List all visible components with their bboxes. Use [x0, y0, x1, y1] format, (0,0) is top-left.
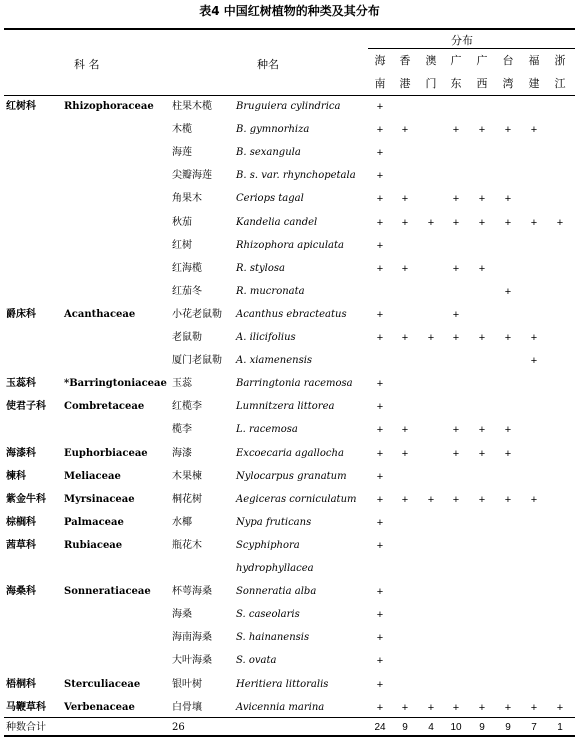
region-total: 9: [505, 722, 511, 733]
presence-mark: +: [556, 701, 564, 714]
presence-mark: +: [401, 424, 409, 437]
presence-mark: +: [376, 193, 384, 206]
species-name-cn: 玉蕊: [172, 378, 192, 390]
presence-mark: +: [376, 424, 384, 437]
region-header-char: 广: [450, 54, 462, 67]
presence-mark: +: [478, 493, 486, 506]
region-header-char: 东: [450, 77, 462, 90]
family-name-cn: 使君子科: [6, 401, 46, 413]
family-name-cn: 海桑科: [6, 586, 36, 598]
presence-mark: +: [376, 170, 384, 183]
species-name-latin: S. hainanensis: [236, 632, 310, 644]
species-name-cn: 尖瓣海莲: [172, 170, 212, 182]
family-name-latin: Rhizophoraceae: [64, 101, 154, 112]
presence-mark: +: [376, 470, 384, 483]
region-header-char: 香: [399, 54, 411, 67]
family-name-latin: Euphorbiaceae: [64, 447, 148, 459]
region-header-char: 江: [554, 77, 566, 90]
region-header-char: 澳: [425, 54, 437, 67]
totals-label: 种数合计: [6, 722, 46, 733]
presence-mark: +: [452, 493, 460, 506]
species-name-cn: 红茄冬: [172, 285, 202, 297]
presence-mark: +: [556, 216, 564, 229]
species-name-cn: 秋茄: [172, 216, 192, 228]
region-header-char: 门: [425, 77, 437, 90]
species-name-latin: B. s. var. rhynchopetala: [236, 170, 356, 182]
presence-mark: +: [376, 308, 384, 321]
distribution-rule: [368, 48, 575, 49]
presence-mark: +: [376, 655, 384, 668]
presence-mark: +: [401, 493, 409, 506]
species-name-latin: Ceriops tagal: [236, 193, 304, 205]
presence-mark: +: [478, 193, 486, 206]
presence-mark: +: [376, 586, 384, 599]
presence-mark: +: [478, 262, 486, 275]
presence-mark: +: [452, 262, 460, 275]
region-total: 9: [479, 722, 485, 733]
family-name-cn: 爵床科: [6, 308, 36, 320]
species-name-cn: 海漆: [172, 447, 192, 459]
family-name-cn: 玉蕊科: [6, 378, 36, 390]
species-name-latin: Kandelia candel: [236, 216, 318, 228]
presence-mark: +: [504, 424, 512, 437]
distribution-header: 分布: [451, 34, 473, 47]
table-title: 表4 中国红树植物的种类及其分布: [199, 4, 380, 18]
species-name-latin: Scyphiphora: [236, 539, 300, 551]
region-header-char: 西: [476, 77, 488, 90]
family-name-latin: Combretaceae: [64, 401, 145, 413]
presence-mark: +: [401, 193, 409, 206]
species-name-cn: 白骨壤: [172, 701, 202, 713]
presence-mark: +: [376, 447, 384, 460]
presence-mark: +: [376, 701, 384, 714]
species-name-latin: Excoecaria agallocha: [236, 447, 344, 459]
species-name-cn: 小花老鼠勒: [172, 308, 222, 320]
presence-mark: +: [504, 193, 512, 206]
species-name-cn: 木榄: [172, 124, 192, 136]
region-header-char: 福: [528, 54, 540, 67]
presence-mark: +: [504, 447, 512, 460]
species-name-latin: L. racemosa: [236, 424, 298, 436]
region-total: 7: [531, 722, 537, 733]
region-header-char: 建: [528, 77, 540, 90]
presence-mark: +: [452, 701, 460, 714]
presence-mark: +: [530, 332, 538, 344]
presence-mark: +: [376, 216, 384, 229]
presence-mark: +: [478, 424, 486, 437]
presence-mark: +: [478, 124, 486, 137]
species-name-cn: 海莲: [172, 147, 192, 159]
presence-mark: +: [452, 424, 460, 437]
species-name-latin: B. sexangula: [236, 147, 301, 159]
species-name-latin: S. caseolaris: [236, 609, 300, 621]
family-name-cn: 紫金牛科: [6, 493, 46, 505]
species-name-cn: 红海榄: [172, 262, 202, 274]
species-name-latin: Sonneratia alba: [236, 586, 317, 598]
presence-mark: +: [504, 332, 512, 344]
species-name-latin: R. mucronata: [236, 285, 305, 297]
presence-mark: +: [427, 332, 435, 344]
species-name-cn: 红榄李: [172, 401, 202, 413]
presence-mark: +: [376, 516, 384, 529]
presence-mark: +: [401, 701, 409, 714]
presence-mark: +: [376, 493, 384, 506]
region-total: 4: [428, 722, 434, 733]
family-name-latin: Palmaceae: [64, 516, 124, 528]
presence-mark: +: [427, 701, 435, 714]
species-name-latin: B. gymnorhiza: [236, 124, 310, 136]
family-name-cn: 梧桐科: [6, 678, 36, 690]
presence-mark: +: [452, 332, 460, 344]
family-name-cn: 棕榈科: [6, 516, 36, 528]
family-name-latin: Sonneratiaceae: [64, 586, 151, 598]
totals-rule: [4, 717, 575, 718]
family-name-cn: 海漆科: [6, 447, 36, 459]
region-header-char: 湾: [502, 77, 514, 90]
presence-mark: +: [478, 447, 486, 460]
presence-mark: +: [530, 355, 538, 368]
species-name-latin: Aegiceras corniculatum: [236, 493, 357, 505]
species-name-cn: 柱果木榄: [172, 101, 212, 112]
species-name-cn: 角果木: [172, 193, 202, 205]
presence-mark: +: [504, 285, 512, 298]
presence-mark: +: [504, 493, 512, 506]
family-name-cn: 马鞭草科: [6, 701, 46, 713]
region-header-char: 港: [399, 77, 411, 90]
family-name-cn: 楝科: [6, 470, 26, 482]
species-name-latin: Nypa fruticans: [236, 516, 312, 528]
presence-mark: +: [376, 678, 384, 691]
region-header-char: 海: [374, 54, 386, 67]
species-name-cn: 老鼠勒: [172, 332, 202, 343]
presence-mark: +: [427, 216, 435, 229]
region-total: 10: [450, 722, 462, 733]
presence-mark: +: [452, 193, 460, 206]
presence-mark: +: [478, 216, 486, 229]
presence-mark: +: [478, 332, 486, 344]
species-name-latin: Rhizophora apiculata: [236, 239, 344, 251]
presence-mark: +: [376, 539, 384, 552]
species-name-cn: 海南海桑: [172, 632, 212, 644]
header-rule: [4, 95, 575, 96]
presence-mark: +: [427, 493, 435, 506]
species-name-cn: 大叶海桑: [172, 655, 212, 667]
family-name-latin: Myrsinaceae: [64, 493, 135, 505]
species-name-latin: Avicennia marina: [236, 701, 325, 713]
presence-mark: +: [376, 262, 384, 275]
species-name-latin: Barringtonia racemosa: [236, 378, 353, 390]
species-name-latin: hydrophyllacea: [236, 563, 314, 574]
presence-mark: +: [452, 216, 460, 229]
species-name-cn: 桐花树: [172, 493, 202, 505]
family-name-latin: *Barringtoniaceae: [64, 378, 167, 390]
species-column-header: 种名: [257, 58, 279, 71]
presence-mark: +: [401, 332, 409, 344]
presence-mark: +: [376, 378, 384, 391]
presence-mark: +: [530, 216, 538, 229]
species-name-latin: A. ilicifolius: [236, 332, 296, 343]
presence-mark: +: [401, 216, 409, 229]
species-name-latin: A. xiamenensis: [236, 355, 313, 367]
presence-mark: +: [376, 147, 384, 160]
family-name-cn: 茜草科: [6, 539, 36, 551]
region-header-char: 南: [374, 77, 386, 90]
species-name-cn: 瓶花木: [172, 539, 202, 551]
species-name-cn: 红树: [172, 239, 192, 251]
family-name-latin: Rubiaceae: [64, 539, 123, 551]
family-name-latin: Meliaceae: [64, 470, 121, 482]
species-total: 26: [172, 722, 185, 733]
family-name-cn: 红树科: [6, 101, 36, 112]
family-name-latin: Acanthaceae: [64, 308, 136, 320]
presence-mark: +: [376, 239, 384, 252]
presence-mark: +: [452, 124, 460, 137]
presence-mark: +: [530, 493, 538, 506]
presence-mark: +: [401, 262, 409, 275]
presence-mark: +: [376, 632, 384, 645]
species-name-cn: 水椰: [172, 516, 192, 528]
region-total: 24: [374, 722, 386, 733]
family-name-latin: Verbenaceae: [64, 701, 135, 713]
species-name-cn: 杯萼海桑: [172, 586, 212, 598]
region-total: 9: [402, 722, 408, 733]
species-name-latin: Acanthus ebracteatus: [236, 308, 347, 320]
species-name-latin: Lumnitzera littorea: [236, 401, 335, 413]
region-total: 1: [557, 722, 563, 733]
presence-mark: +: [478, 701, 486, 714]
species-name-latin: S. ovata: [236, 655, 277, 667]
species-name-latin: Nylocarpus granatum: [236, 470, 347, 482]
presence-mark: +: [452, 308, 460, 321]
family-name-latin: Sterculiaceae: [64, 678, 141, 690]
presence-mark: +: [504, 216, 512, 229]
region-header-char: 广: [476, 54, 488, 67]
species-name-cn: 木果楝: [172, 470, 202, 482]
presence-mark: +: [376, 332, 384, 344]
species-name-latin: R. stylosa: [236, 262, 285, 274]
presence-mark: +: [452, 447, 460, 460]
presence-mark: +: [401, 124, 409, 137]
presence-mark: +: [504, 701, 512, 714]
presence-mark: +: [530, 124, 538, 137]
family-column-header: 科 名: [74, 58, 100, 71]
top-rule: [4, 28, 575, 30]
presence-mark: +: [530, 701, 538, 714]
presence-mark: +: [376, 124, 384, 137]
region-header-char: 台: [502, 54, 514, 67]
species-name-cn: 银叶树: [172, 678, 202, 690]
species-name-latin: Bruguiera cylindrica: [236, 101, 341, 112]
region-header-char: 浙: [554, 54, 566, 67]
presence-mark: +: [504, 124, 512, 137]
species-name-cn: 榄李: [172, 424, 192, 436]
presence-mark: +: [401, 447, 409, 460]
presence-mark: +: [376, 609, 384, 622]
species-name-cn: 厦门老鼠勒: [172, 355, 222, 367]
species-name-latin: Heritiera littoralis: [236, 678, 329, 690]
presence-mark: +: [376, 401, 384, 414]
presence-mark: +: [376, 101, 384, 113]
species-name-cn: 海桑: [172, 609, 192, 621]
